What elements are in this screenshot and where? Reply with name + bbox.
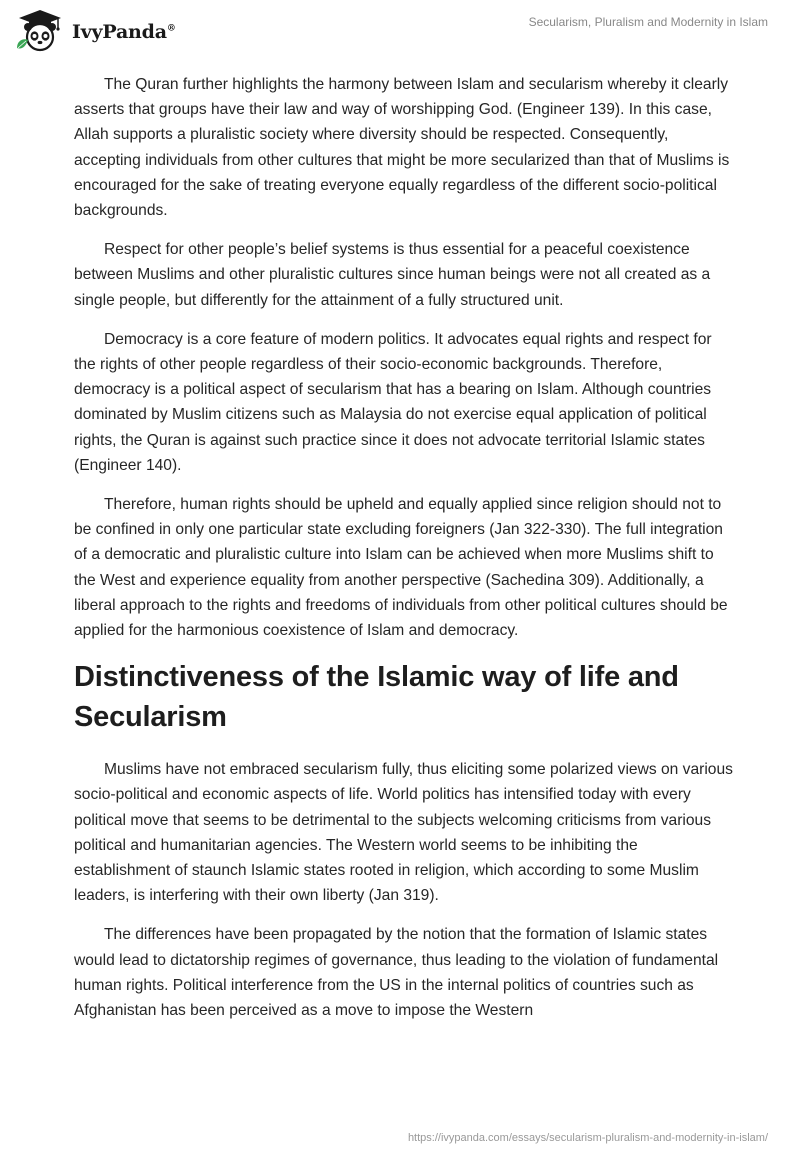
essay-content: [74, 72, 734, 1037]
paragraph: The differences have been propagated by the notion that the formation of Islamic states would lead to dictatorship regimes of governance, thus leading to the violation of fundamental human rights. Political interference from the US in the internal politics of countries such as Afghanistan has been perceived as a move to impose the Western: [74, 926, 719, 1020]
document-title: Secularism, Pluralism and Modernity in Islam: [528, 15, 768, 29]
page-header: [0, 0, 800, 60]
paragraph: Democracy is a core feature of modern politics. It advocates equal rights and respect for the rights of other people regardless of their socio-economic backgrounds. Therefore, democracy is a political aspect of secularism that has a bearing on Islam. Although countries dominated by Muslim citizens such as Malaysia do not exercise equal application of political rights, the Quran is against such practice since it does not advocate territorial Islamic states (Engineer 140).: [74, 330, 712, 474]
paragraph: Therefore, human rights should be upheld and equally applied since religion should not to be confined in only one particular state excluding foreigners (Jan 322-330). The full integration of a democratic and pluralistic culture into Islam can be achieved when more Muslims shift to the West and experience equality from another perspective (Sachedina 309). Additionally, a liberal approach to the rights and freedoms of individuals from other political cultures should be applied for the harmonious coexistence of Islam and democracy.: [74, 496, 728, 640]
paragraph: The Quran further highlights the harmony between Islam and secularism whereby it clearly asserts that groups have their law and way of worshipping God. (Engineer 139). In this case, Allah supports a pluralistic society where diversity should be respected. Consequently, accepting individuals from other cultures that might be more secularized than that of Muslims is encouraged for the sake of treating everyone equally regardless of the different socio-political backgrounds.: [74, 76, 730, 220]
registered-mark: ®: [166, 23, 176, 34]
paragraph: Muslims have not embraced secularism fully, thus eliciting some polarized views on various socio-political and economic aspects of life. World politics has intensified today with every political move that seems to be detrimental to the subjects welcoming criticisms from various political and humanitarian agencies. The Western world seems to be inhibiting the establishment of staunch Islamic states rooted in religion, which according to some Muslim leaders, is interfering with their own liberty (Jan 319).: [74, 761, 733, 905]
section-heading: Distinctiveness of the Islamic way of life and Secularism: [74, 661, 679, 734]
paragraph: Respect for other people’s belief systems is thus essential for a peaceful coexistence between Muslims and other pluralistic cultures since human beings were not all created as a single people, but differently for the attainment of a fully structured unit.: [74, 241, 711, 309]
panda-graduate-icon: [14, 8, 66, 54]
brand-name: IvyPanda®: [72, 21, 176, 43]
brand-logo[interactable]: [14, 8, 176, 54]
source-url[interactable]: https://ivypanda.com/essays/secularism-pluralism-and-modernity-in-islam/: [407, 1132, 768, 1144]
